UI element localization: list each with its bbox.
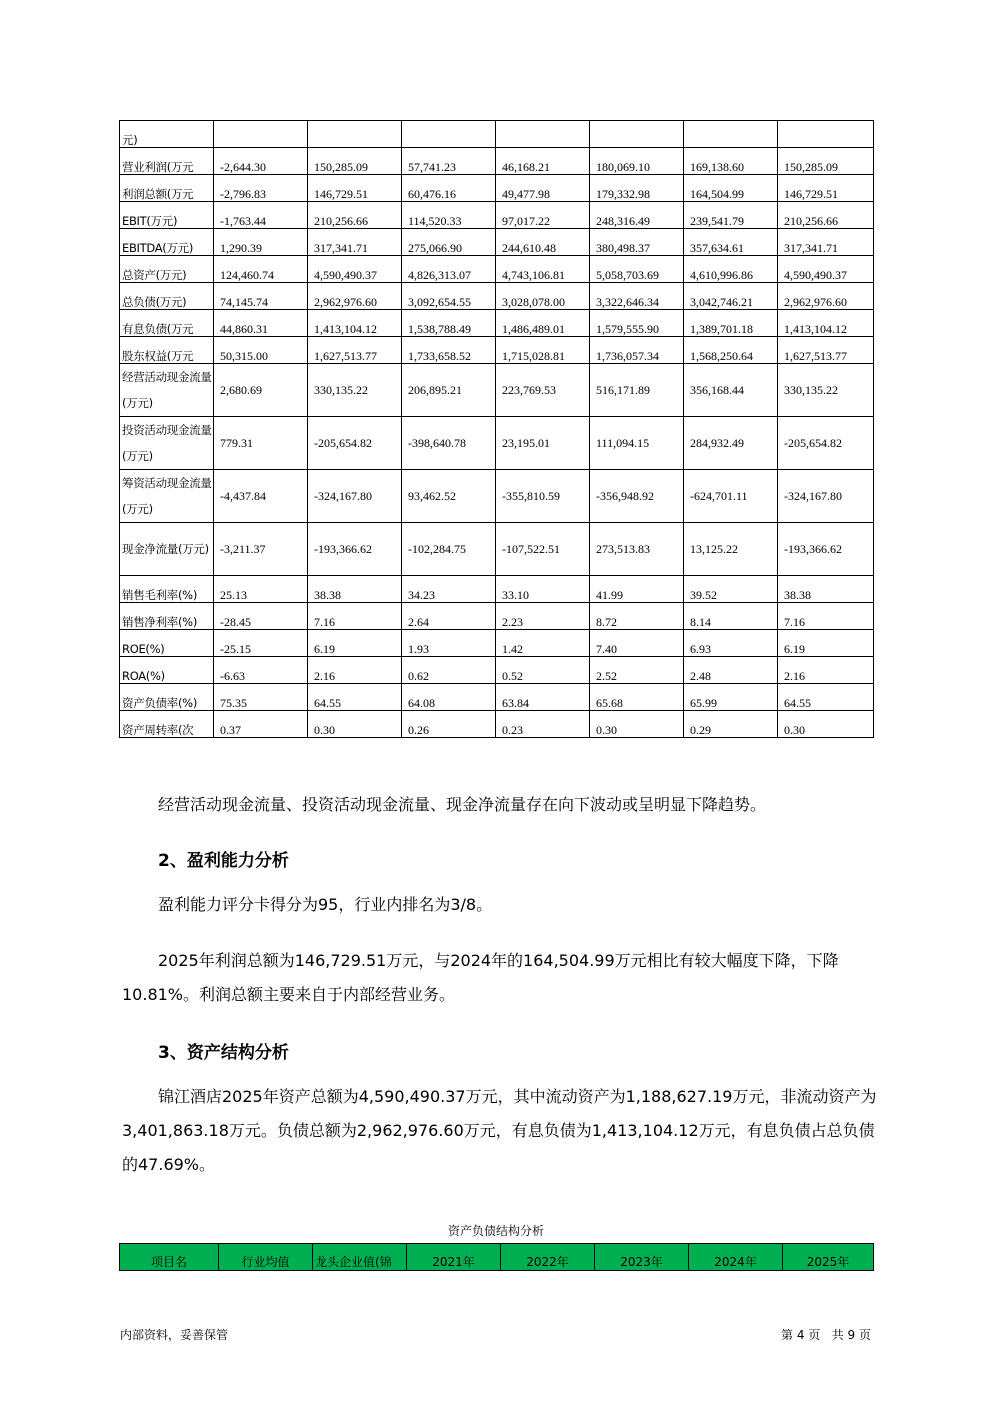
table-cell: 6.93 <box>684 630 778 657</box>
table-cell: -25.15 <box>214 630 308 657</box>
table-cell: 146,729.51 <box>778 175 874 202</box>
table-row <box>120 630 874 657</box>
table-cell: 150,285.09 <box>778 148 874 175</box>
table-row <box>120 310 874 337</box>
table-cell: 3,042,746.21 <box>684 283 778 310</box>
table-cell: 317,341.71 <box>308 229 402 256</box>
total-profit-paragraph: 2025年利润总额为146,729.51万元，与2024年的164,504.99万元相比有较大幅度下降，下降10.81%。利润总额主要来自于内部经营业务。 <box>122 951 839 1004</box>
row-label: EBITDA(万元) <box>120 229 214 256</box>
table-cell: 7.40 <box>590 630 684 657</box>
table-cell: 2.64 <box>402 603 496 630</box>
row-label: 元) <box>120 121 214 148</box>
table-cell: 50,315.00 <box>214 337 308 364</box>
table-cell: 0.23 <box>496 711 590 738</box>
table-cell: 63.84 <box>496 684 590 711</box>
table-cell: 46,168.21 <box>496 148 590 175</box>
table-cell: 2.23 <box>496 603 590 630</box>
table-cell: 49,477.98 <box>496 175 590 202</box>
table-cell: 275,066.90 <box>402 229 496 256</box>
table-cell: 23,195.01 <box>496 417 590 470</box>
table-cell: 2,962,976.60 <box>308 283 402 310</box>
table-cell: -205,654.82 <box>778 417 874 470</box>
table-cell: 0.29 <box>684 711 778 738</box>
table-row <box>120 364 874 417</box>
table-cell: 7.16 <box>778 603 874 630</box>
table-cell: 330,135.22 <box>778 364 874 417</box>
table-cell: 3,322,646.34 <box>590 283 684 310</box>
table-cell: -355,810.59 <box>496 470 590 523</box>
table-row <box>120 603 874 630</box>
table-cell: 25.13 <box>214 576 308 603</box>
table-cell: 0.52 <box>496 657 590 684</box>
table-cell: 13,125.22 <box>684 523 778 576</box>
table-cell: 1,627,513.77 <box>778 337 874 364</box>
table-row <box>120 470 874 523</box>
table-cell: -6.63 <box>214 657 308 684</box>
row-label: 资产周转率(次 <box>120 711 214 738</box>
column-header: 2024年 <box>689 1244 783 1271</box>
table-row <box>120 576 874 603</box>
table-cell: 317,341.71 <box>778 229 874 256</box>
table-row <box>120 283 874 310</box>
table-cell: 3,092,654.55 <box>402 283 496 310</box>
table-cell: 4,610,996.86 <box>684 256 778 283</box>
footer-page-number: 第 4 页 共 9 页 <box>781 1328 871 1342</box>
section-heading-profitability: 2、盈利能力分析 <box>158 851 289 871</box>
table-cell: 57,741.23 <box>402 148 496 175</box>
table-cell: 4,826,313.07 <box>402 256 496 283</box>
table-header-row <box>120 1244 874 1271</box>
table-cell: 516,171.89 <box>590 364 684 417</box>
table-cell: -624,701.11 <box>684 470 778 523</box>
table-cell: 8.72 <box>590 603 684 630</box>
table-cell: -193,366.62 <box>308 523 402 576</box>
asset-liability-structure-table <box>119 1243 874 1271</box>
table-cell: -107,522.51 <box>496 523 590 576</box>
table-cell: 4,743,106.81 <box>496 256 590 283</box>
profitability-score-paragraph: 盈利能力评分卡得分为95，行业内排名为3/8。 <box>158 895 493 914</box>
table-cell: 6.19 <box>778 630 874 657</box>
table-cell: 1.93 <box>402 630 496 657</box>
table-cell: 65.68 <box>590 684 684 711</box>
table-cell: -1,763.44 <box>214 202 308 229</box>
table-cell: 64.55 <box>308 684 402 711</box>
table-cell: 0.30 <box>590 711 684 738</box>
table-cell: 114,520.33 <box>402 202 496 229</box>
table-cell: 2.16 <box>778 657 874 684</box>
table-cell: 1,568,250.64 <box>684 337 778 364</box>
table-cell: 779.31 <box>214 417 308 470</box>
table-cell: 1,389,701.18 <box>684 310 778 337</box>
column-header: 龙头企业值(锦 <box>313 1244 407 1271</box>
table-cell: 65.99 <box>684 684 778 711</box>
table-cell: 64.08 <box>402 684 496 711</box>
table-cell: 2,680.69 <box>214 364 308 417</box>
table-cell: 7.16 <box>308 603 402 630</box>
table-cell: 210,256.66 <box>308 202 402 229</box>
table-row <box>120 256 874 283</box>
table-row <box>120 229 874 256</box>
table-row <box>120 121 874 148</box>
table-cell: 380,498.37 <box>590 229 684 256</box>
section-heading-asset-structure: 3、资产结构分析 <box>158 1043 289 1063</box>
table-cell: 38.38 <box>308 576 402 603</box>
table-cell: 273,513.83 <box>590 523 684 576</box>
row-label: 现金净流量(万元) <box>120 523 214 576</box>
table-cell: 3,028,078.00 <box>496 283 590 310</box>
table-cell: 0.30 <box>778 711 874 738</box>
column-header: 2025年 <box>783 1244 874 1271</box>
table-cell: 74,145.74 <box>214 283 308 310</box>
row-label: 销售毛利率(%) <box>120 576 214 603</box>
table-caption: 资产负债结构分析 <box>447 1224 544 1238</box>
table-cell: 2,962,976.60 <box>778 283 874 310</box>
table-cell: 239,541.79 <box>684 202 778 229</box>
row-label: 营业利润(万元 <box>120 148 214 175</box>
table-cell: 244,610.48 <box>496 229 590 256</box>
row-label: 总负债(万元) <box>120 283 214 310</box>
table-cell: 60,476.16 <box>402 175 496 202</box>
table-cell: 169,138.60 <box>684 148 778 175</box>
table-cell: 75.35 <box>214 684 308 711</box>
table-cell: -356,948.92 <box>590 470 684 523</box>
financial-indicators-table <box>119 120 874 738</box>
row-label: 有息负债(万元 <box>120 310 214 337</box>
table-cell: 1,413,104.12 <box>308 310 402 337</box>
row-label: 销售净利率(%) <box>120 603 214 630</box>
table-cell: 39.52 <box>684 576 778 603</box>
table-cell: 2.16 <box>308 657 402 684</box>
table-cell: 124,460.74 <box>214 256 308 283</box>
table-cell: 223,769.53 <box>496 364 590 417</box>
row-label: EBIT(万元) <box>120 202 214 229</box>
row-label: 筹资活动现金流量(万元) <box>120 470 214 523</box>
table-row <box>120 657 874 684</box>
table-cell: 210,256.66 <box>778 202 874 229</box>
row-label: 股东权益(万元 <box>120 337 214 364</box>
table-cell: -3,211.37 <box>214 523 308 576</box>
table-cell: 5,058,703.69 <box>590 256 684 283</box>
table-cell: 44,860.31 <box>214 310 308 337</box>
table-cell: -193,366.62 <box>778 523 874 576</box>
table-cell: 146,729.51 <box>308 175 402 202</box>
table-cell: 284,932.49 <box>684 417 778 470</box>
table-row <box>120 337 874 364</box>
table-row <box>120 523 874 576</box>
cashflow-trend-paragraph: 经营活动现金流量、投资活动现金流量、现金净流量存在向下波动或呈明显下降趋势。 <box>158 795 767 814</box>
table-cell: 4,590,490.37 <box>308 256 402 283</box>
table-cell: 38.38 <box>778 576 874 603</box>
row-label: 利润总额(万元 <box>120 175 214 202</box>
table-cell: -324,167.80 <box>778 470 874 523</box>
column-header: 2022年 <box>501 1244 595 1271</box>
table-cell: 0.26 <box>402 711 496 738</box>
table-cell: 150,285.09 <box>308 148 402 175</box>
table-cell: 1,486,489.01 <box>496 310 590 337</box>
table-cell: 248,316.49 <box>590 202 684 229</box>
table-cell: 1,579,555.90 <box>590 310 684 337</box>
table-cell: 2.52 <box>590 657 684 684</box>
table-cell: -2,796.83 <box>214 175 308 202</box>
table-cell: 164,504.99 <box>684 175 778 202</box>
footer-confidential-note: 内部资料，妥善保管 <box>120 1328 229 1342</box>
table-cell: 1,538,788.49 <box>402 310 496 337</box>
table-cell: 8.14 <box>684 603 778 630</box>
table-cell: -28.45 <box>214 603 308 630</box>
row-label: 总资产(万元) <box>120 256 214 283</box>
table-cell: -205,654.82 <box>308 417 402 470</box>
table-row <box>120 175 874 202</box>
table-cell: 64.55 <box>778 684 874 711</box>
column-header: 2021年 <box>407 1244 501 1271</box>
table-cell: 330,135.22 <box>308 364 402 417</box>
table-cell: 1,736,057.34 <box>590 337 684 364</box>
row-label: ROE(%) <box>120 630 214 657</box>
table-cell: -4,437.84 <box>214 470 308 523</box>
table-cell: 1,715,028.81 <box>496 337 590 364</box>
table-cell: 180,069.10 <box>590 148 684 175</box>
table-cell: 1.42 <box>496 630 590 657</box>
table-row <box>120 148 874 175</box>
table-cell: 34.23 <box>402 576 496 603</box>
table-cell: -102,284.75 <box>402 523 496 576</box>
table-cell: 6.19 <box>308 630 402 657</box>
column-header: 行业均值 <box>219 1244 313 1271</box>
table-row <box>120 202 874 229</box>
row-label: ROA(%) <box>120 657 214 684</box>
column-header: 项目名 <box>120 1244 219 1271</box>
table-cell: -2,644.30 <box>214 148 308 175</box>
table-cell: 206,895.21 <box>402 364 496 417</box>
table-cell: 1,290.39 <box>214 229 308 256</box>
table-row <box>120 417 874 470</box>
table-row <box>120 684 874 711</box>
table-cell: 97,017.22 <box>496 202 590 229</box>
table-cell: 356,168.44 <box>684 364 778 417</box>
table-cell: 0.37 <box>214 711 308 738</box>
table-cell: 357,634.61 <box>684 229 778 256</box>
table-cell: 111,094.15 <box>590 417 684 470</box>
table-cell: 1,413,104.12 <box>778 310 874 337</box>
table-cell: -398,640.78 <box>402 417 496 470</box>
table-cell: 4,590,490.37 <box>778 256 874 283</box>
table-cell: -324,167.80 <box>308 470 402 523</box>
table-cell: 33.10 <box>496 576 590 603</box>
table-row <box>120 711 874 738</box>
row-label: 经营活动现金流量(万元) <box>120 364 214 417</box>
table-cell: 41.99 <box>590 576 684 603</box>
table-cell: 1,733,658.52 <box>402 337 496 364</box>
column-header: 2023年 <box>595 1244 689 1271</box>
row-label: 投资活动现金流量(万元) <box>120 417 214 470</box>
table-cell: 93,462.52 <box>402 470 496 523</box>
table-cell: 2.48 <box>684 657 778 684</box>
table-cell: 0.30 <box>308 711 402 738</box>
row-label: 资产负债率(%) <box>120 684 214 711</box>
table-cell: 179,332.98 <box>590 175 684 202</box>
table-cell: 0.62 <box>402 657 496 684</box>
asset-structure-paragraph: 锦江酒店2025年资产总额为4,590,490.37万元，其中流动资产为1,188,627.19万元，非流动资产为3,401,863.18万元。负债总额为2,962,976.60万元，有息负债为1,413,104.12万元，有息负债占总负债的47.69%。 <box>122 1087 877 1174</box>
table-cell: 1,627,513.77 <box>308 337 402 364</box>
